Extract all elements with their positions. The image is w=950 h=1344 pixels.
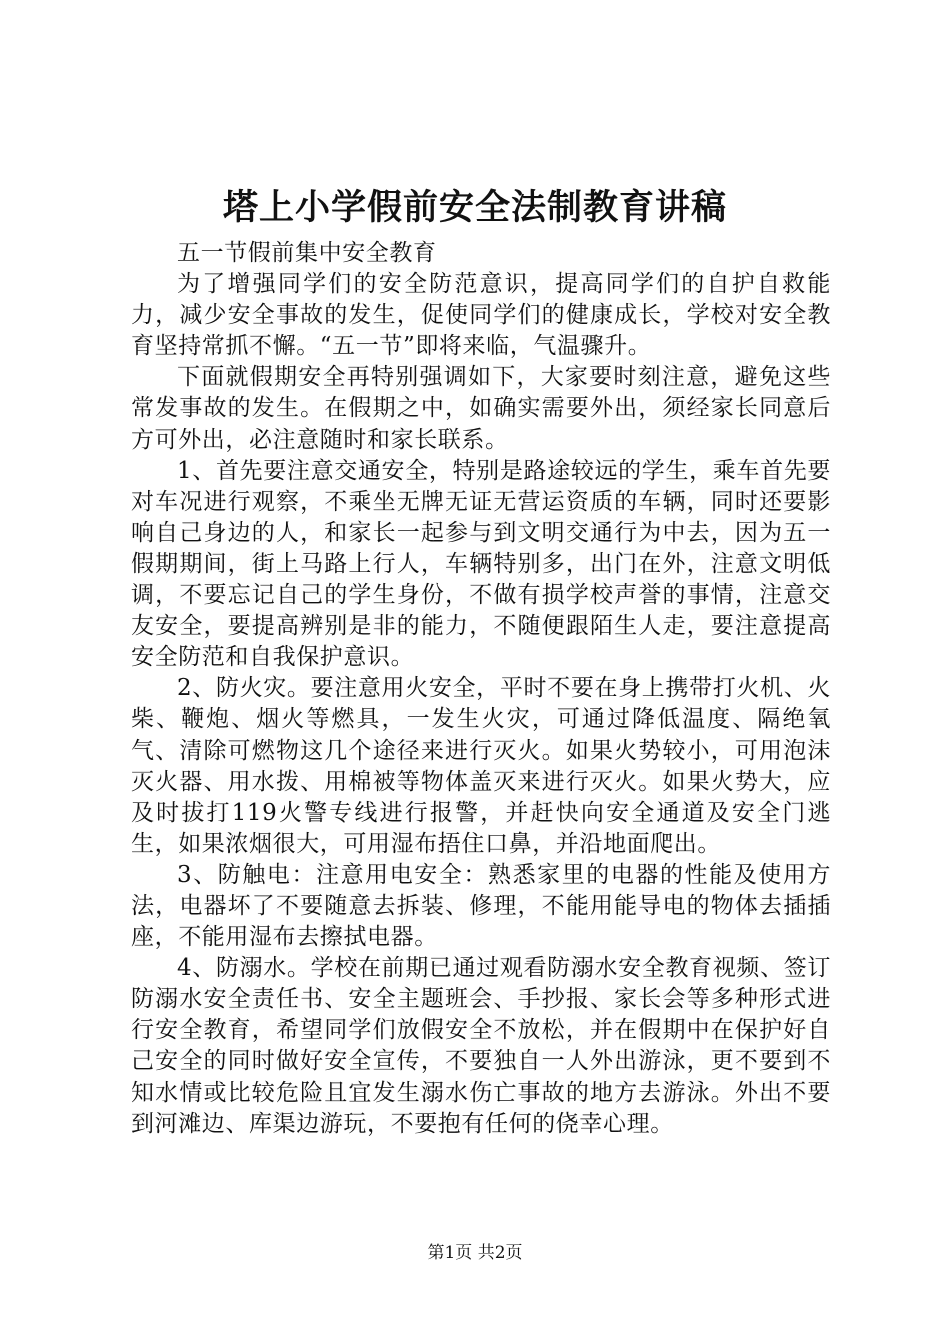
page-number: 第1页 共2页 [427, 1243, 523, 1263]
electric-safety-paragraph: 3、防触电：注意用电安全：熟悉家里的电器的性能及使用方法，电器坏了不要随意去拆装、修理，不能用能导电的物体去插插座，不能用湿布去擦拭电器。 [131, 861, 831, 951]
section-heading: 五一节假前集中安全教育 [177, 240, 437, 266]
fire-safety-paragraph: 2、防火灾。要注意用火安全，平时不要在身上携带打火机、火柴、鞭炮、烟火等燃具，一发生火灾，可通过降低温度、隔绝氧气、清除可燃物这几个途径来进行灭火。如果火势较小，可用泡沫灭火器、用水拨、用棉被等物体盖灭来进行灭火。如果火势大，应及时拔打119火警专线进行报警，并赶快向安全通道及安全门逃生，如果浓烟很大，可用湿布捂住口鼻，并沿地面爬出。 [131, 675, 831, 857]
document-title: 塔上小学假前安全法制教育讲稿 [222, 187, 727, 228]
drowning-safety-paragraph: 4、防溺水。学校在前期已通过观看防溺水安全教育视频、签订防溺水安全责任书、安全主题班会、手抄报、家长会等多种形式进行安全教育，希望同学们放假安全不放松，并在假期中在保护好自己安全的同时做好安全宣传，不要独自一人外出游泳，更不要到不知水情或比较危险且宜发生溺水伤亡事故的地方去游泳。外出不要到河滩边、库渠边游玩，不要抱有任何的侥幸心理。 [131, 955, 831, 1137]
traffic-safety-paragraph: 1、首先要注意交通安全，特别是路途较远的学生，乘车首先要对车况进行观察，不乘坐无牌无证无营运资质的车辆，同时还要影响自己身边的人，和家长一起参与到文明交通行为中去，因为五一假期期间，街上马路上行人，车辆特别多，出门在外，注意文明低调，不要忘记自己的学生身份，不做有损学校声誉的事情，注意交友安全，要提高辨别是非的能力，不随便跟陌生人走，要注意提高安全防范和自我保护意识。 [131, 457, 831, 671]
reminder-paragraph: 下面就假期安全再特别强调如下，大家要时刻注意，避免这些常发事故的发生。在假期之中，如确实需要外出，须经家长同意后方可外出，必注意随时和家长联系。 [131, 364, 831, 453]
intro-paragraph: 为了增强同学们的安全防范意识，提高同学们的自护自救能力，减少安全事故的发生，促使同学们的健康成长，学校对安全教育坚持常抓不懈。“五一节”即将来临，气温骤升。 [131, 271, 831, 360]
document-body [131, 238, 831, 1140]
